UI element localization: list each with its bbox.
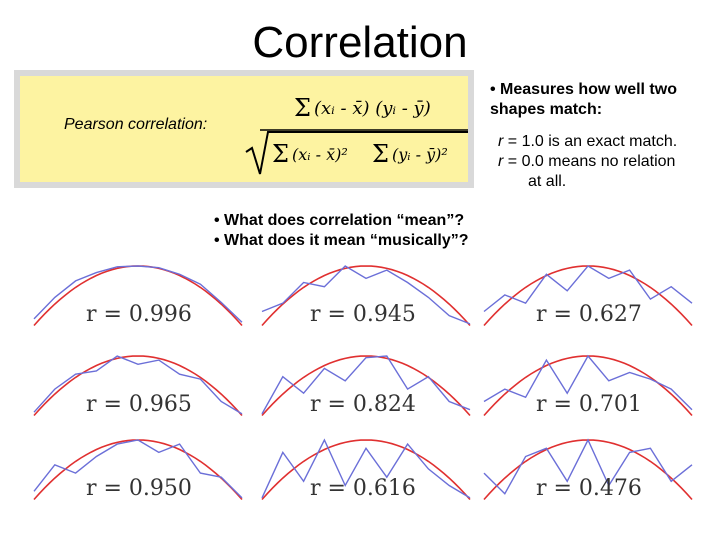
r-value-label: r = 0.824 [310, 392, 416, 417]
denominator-term-1: (xᵢ - x̄)² [292, 145, 348, 164]
r-explanations [498, 132, 715, 192]
example-panel [480, 258, 700, 338]
example-panel [480, 348, 700, 428]
r-value-label: r = 0.627 [536, 302, 642, 327]
r-exact-line [498, 132, 715, 152]
formula-box [14, 70, 474, 188]
r-value-label: r = 0.950 [86, 476, 192, 501]
r-none-text: = 0.0 means no relation [503, 153, 676, 170]
r-none-cont: at all. [528, 173, 567, 190]
example-panel [30, 258, 250, 338]
r-var-2: r [498, 153, 504, 170]
r-value-label: r = 0.616 [310, 476, 416, 501]
example-panel [480, 432, 700, 512]
denominator-sigma-2: Σ [372, 140, 389, 168]
r-value-label: r = 0.996 [86, 302, 192, 327]
r-exact-text: = 1.0 is an exact match. [503, 133, 678, 150]
r-value-label: r = 0.965 [86, 392, 192, 417]
pearson-formula [242, 82, 472, 182]
example-panel [258, 432, 478, 512]
example-panel [30, 348, 250, 428]
pearson-label: Pearson correlation: [64, 116, 208, 133]
example-panel [258, 258, 478, 338]
center-notes [214, 211, 469, 251]
right-notes [490, 80, 715, 192]
numerator-terms: (xᵢ - x̄) (yᵢ - ȳ) [314, 98, 431, 119]
numerator-sigma: Σ [294, 94, 311, 122]
r-var-1: r [498, 133, 504, 150]
question-musical: • What does it mean “musically”? [214, 232, 469, 249]
example-panel [258, 348, 478, 428]
denominator-sigma-1: Σ [272, 140, 289, 168]
measures-bullet: • Measures how well two shapes match: [490, 81, 677, 118]
example-panel [30, 432, 250, 512]
r-value-label: r = 0.945 [310, 302, 416, 327]
denominator-term-2: (yᵢ - ȳ)² [392, 145, 448, 164]
question-meaning: • What does correlation “mean”? [214, 212, 465, 229]
r-value-label: r = 0.701 [536, 392, 642, 417]
r-none-line [498, 152, 715, 192]
r-value-label: r = 0.476 [536, 476, 642, 501]
slide-title: Correlation [252, 18, 468, 67]
